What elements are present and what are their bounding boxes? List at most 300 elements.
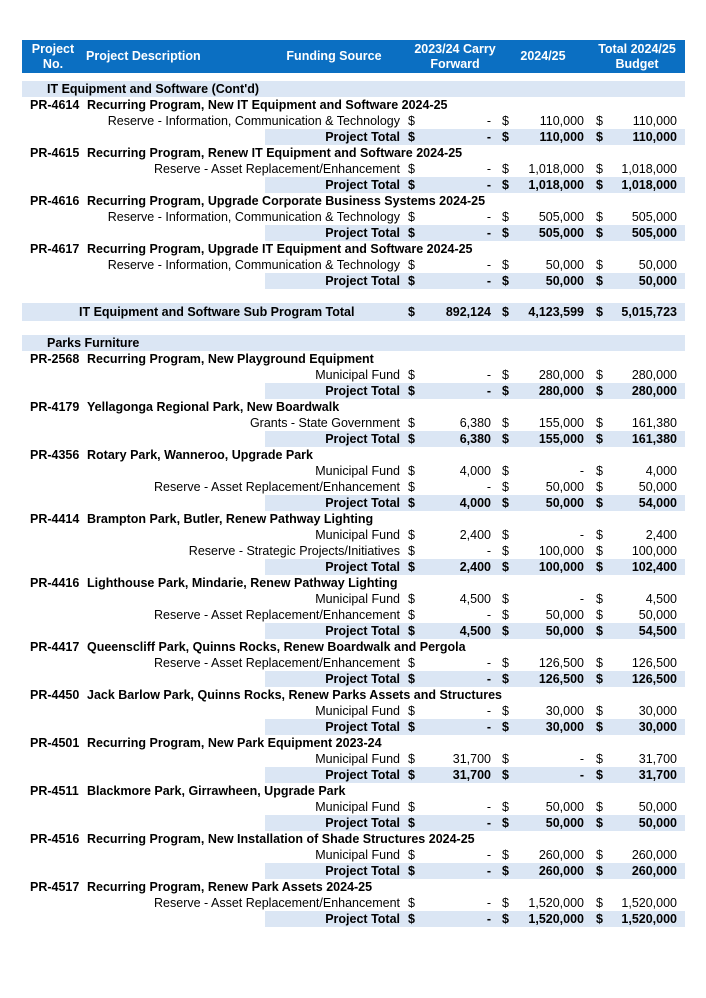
dollar-sign: $	[596, 162, 603, 176]
dollar-sign: $	[408, 226, 415, 240]
year-value: 260,000	[538, 848, 584, 862]
total-value: 1,018,000	[621, 178, 677, 192]
project-description: Recurring Program, New IT Equipment and Software 2024-25	[87, 98, 448, 112]
project-no: PR-4356	[30, 448, 80, 462]
dollar-sign: $	[408, 768, 415, 782]
dollar-sign: $	[408, 864, 415, 878]
project-row	[22, 399, 685, 415]
funding-row	[22, 479, 685, 495]
year-value: 260,000	[538, 864, 584, 878]
section-spacer	[22, 321, 685, 335]
project-total-label: Project Total	[325, 912, 400, 926]
dollar-sign: $	[502, 210, 509, 224]
dollar-sign: $	[502, 720, 509, 734]
carry-forward-value: -	[486, 912, 491, 926]
dollar-sign: $	[408, 432, 415, 446]
dollar-sign: $	[596, 464, 603, 478]
project-total-row	[22, 225, 685, 241]
dollar-sign: $	[596, 226, 603, 240]
total-value: 50,000	[638, 258, 677, 272]
dollar-sign: $	[408, 305, 415, 319]
year-value: 1,018,000	[528, 178, 584, 192]
dollar-sign: $	[502, 130, 509, 144]
year-value: 505,000	[538, 226, 584, 240]
dollar-sign: $	[408, 752, 415, 766]
dollar-sign: $	[502, 800, 509, 814]
project-no: PR-4516	[30, 832, 80, 846]
total-value: 50,000	[638, 480, 677, 494]
carry-forward-value: 4,000	[459, 496, 491, 510]
project-total-label: Project Total	[325, 560, 400, 574]
dollar-sign: $	[502, 416, 509, 430]
dollar-sign: $	[596, 560, 603, 574]
project-total-label: Project Total	[325, 768, 400, 782]
funding-row	[22, 161, 685, 177]
funding-row	[22, 113, 685, 129]
project-no: PR-4511	[30, 784, 79, 798]
total-value: 1,520,000	[621, 896, 677, 910]
total-value: 50,000	[638, 816, 677, 830]
project-total-row	[22, 815, 685, 831]
dollar-sign: $	[502, 816, 509, 830]
funding-row	[22, 543, 685, 559]
carry-forward-value: -	[486, 704, 491, 718]
dollar-sign: $	[596, 384, 603, 398]
project-row	[22, 193, 685, 209]
project-no: PR-4414	[30, 512, 80, 526]
dollar-sign: $	[596, 114, 603, 128]
funding-source: Grants - State Government	[249, 416, 400, 430]
carry-forward-value: -	[486, 226, 491, 240]
funding-row	[22, 257, 685, 273]
year-value: 50,000	[545, 800, 584, 814]
funding-source: Municipal Fund	[315, 464, 400, 478]
dollar-sign: $	[502, 656, 509, 670]
carry-forward-value: -	[486, 210, 491, 224]
total-value: 280,000	[631, 384, 677, 398]
dollar-sign: $	[502, 704, 509, 718]
dollar-sign: $	[408, 672, 415, 686]
total-value: 50,000	[638, 274, 677, 288]
year-value: 100,000	[538, 544, 584, 558]
dollar-sign: $	[596, 896, 603, 910]
section-title-row	[22, 81, 685, 97]
project-no: PR-4179	[30, 400, 80, 414]
dollar-sign: $	[408, 130, 415, 144]
carry-forward-value: 31,700	[452, 768, 491, 782]
carry-forward-value: 4,500	[459, 624, 491, 638]
carry-forward-value: -	[486, 130, 491, 144]
project-total-label: Project Total	[325, 624, 400, 638]
total-value: 100,000	[631, 544, 677, 558]
year-value: 50,000	[545, 608, 584, 622]
funding-row	[22, 209, 685, 225]
total-value: 126,500	[631, 672, 677, 686]
dollar-sign: $	[596, 305, 603, 319]
funding-source: Reserve - Information, Communication & Technology	[107, 258, 400, 272]
dollar-sign: $	[596, 608, 603, 622]
year-value: 50,000	[545, 274, 584, 288]
year-value: 1,520,000	[528, 912, 584, 926]
project-total-label: Project Total	[325, 384, 400, 398]
funding-row	[22, 527, 685, 543]
dollar-sign: $	[408, 416, 415, 430]
project-total-label: Project Total	[325, 496, 400, 510]
dollar-sign: $	[596, 912, 603, 926]
total-value: 2,400	[645, 528, 677, 542]
funding-source: Reserve - Information, Communication & Technology	[107, 210, 400, 224]
dollar-sign: $	[502, 114, 509, 128]
dollar-sign: $	[596, 496, 603, 510]
dollar-sign: $	[502, 226, 509, 240]
funding-source: Reserve - Information, Communication & Technology	[107, 114, 400, 128]
carry-forward-value: -	[486, 896, 491, 910]
total-value: 110,000	[632, 114, 677, 128]
project-total-row	[22, 177, 685, 193]
header-project-no: Project No.	[31, 42, 75, 71]
funding-row	[22, 799, 685, 815]
funding-source: Municipal Fund	[315, 848, 400, 862]
carry-forward-value: 4,500	[459, 592, 491, 606]
dollar-sign: $	[502, 592, 509, 606]
project-row	[22, 639, 685, 655]
dollar-sign: $	[502, 178, 509, 192]
project-description: Recurring Program, New Park Equipment 2023-24	[87, 736, 382, 750]
dollar-sign: $	[596, 416, 603, 430]
year-value: 1,018,000	[528, 162, 584, 176]
dollar-sign: $	[408, 384, 415, 398]
year-value: 280,000	[538, 384, 584, 398]
funding-source: Municipal Fund	[315, 752, 400, 766]
header-description: Project Description	[86, 49, 201, 63]
section-title: IT Equipment and Software (Cont'd)	[47, 82, 259, 96]
project-description: Blackmore Park, Girrawheen, Upgrade Park	[87, 784, 346, 798]
dollar-sign: $	[502, 912, 509, 926]
funding-row	[22, 655, 685, 671]
dollar-sign: $	[502, 162, 509, 176]
header-total-budget: Total 2024/25 Budget	[598, 42, 676, 71]
total-value: 54,500	[638, 624, 677, 638]
dollar-sign: $	[408, 896, 415, 910]
dollar-sign: $	[596, 368, 603, 382]
project-description: Recurring Program, Upgrade Corporate Business Systems 2024-25	[87, 194, 486, 208]
project-no: PR-4416	[30, 576, 80, 590]
project-description: Lighthouse Park, Mindarie, Renew Pathway Lighting	[87, 576, 398, 590]
project-row	[22, 447, 685, 463]
project-no: PR-4450	[30, 688, 80, 702]
funding-row	[22, 415, 685, 431]
year-value: 4,123,599	[528, 305, 584, 319]
year-value: 50,000	[545, 496, 584, 510]
dollar-sign: $	[502, 848, 509, 862]
project-total-label: Project Total	[325, 816, 400, 830]
funding-source: Reserve - Strategic Projects/Initiatives	[188, 544, 400, 558]
total-value: 505,000	[631, 210, 677, 224]
year-value: 50,000	[545, 816, 584, 830]
project-row	[22, 687, 685, 703]
funding-source: Reserve - Asset Replacement/Enhancement	[154, 608, 400, 622]
year-value: 50,000	[545, 480, 584, 494]
year-value: 110,000	[539, 130, 584, 144]
total-value: 31,700	[638, 768, 677, 782]
dollar-sign: $	[502, 368, 509, 382]
funding-source: Municipal Fund	[315, 528, 400, 542]
funding-source: Reserve - Asset Replacement/Enhancement	[154, 656, 400, 670]
dollar-sign: $	[502, 608, 509, 622]
dollar-sign: $	[408, 816, 415, 830]
dollar-sign: $	[408, 848, 415, 862]
dollar-sign: $	[408, 720, 415, 734]
total-value: 30,000	[638, 704, 677, 718]
carry-forward-value: -	[486, 608, 491, 622]
project-total-label: Project Total	[325, 672, 400, 686]
project-total-row	[22, 863, 685, 879]
carry-forward-value: 4,000	[459, 464, 491, 478]
dollar-sign: $	[502, 624, 509, 638]
section-spacer	[22, 73, 685, 81]
year-value: 126,500	[538, 672, 584, 686]
project-no: PR-4417	[30, 640, 80, 654]
subtotal-row	[22, 303, 685, 321]
project-no: PR-4517	[30, 880, 80, 894]
total-value: 31,700	[638, 752, 677, 766]
table-body	[22, 73, 685, 927]
subtotal-spacer	[22, 289, 685, 303]
dollar-sign: $	[408, 656, 415, 670]
project-description: Recurring Program, Renew Park Assets 2024-25	[87, 880, 373, 894]
dollar-sign: $	[502, 864, 509, 878]
year-value: 280,000	[538, 368, 584, 382]
total-value: 50,000	[638, 608, 677, 622]
total-value: 280,000	[631, 368, 677, 382]
carry-forward-value: -	[486, 800, 491, 814]
carry-forward-value: 31,700	[452, 752, 491, 766]
year-value: 126,500	[538, 656, 584, 670]
section-title-row	[22, 335, 685, 351]
total-value: 5,015,723	[621, 305, 677, 319]
year-value: 1,520,000	[528, 896, 584, 910]
dollar-sign: $	[408, 464, 415, 478]
header-funding-source: Funding Source	[286, 49, 382, 63]
project-description: Yellagonga Regional Park, New Boardwalk	[87, 400, 340, 414]
funding-row	[22, 751, 685, 767]
table-header	[22, 40, 685, 73]
year-value: 155,000	[538, 432, 584, 446]
carry-forward-value: -	[486, 274, 491, 288]
project-description: Brampton Park, Butler, Renew Pathway Lighting	[87, 512, 374, 526]
total-value: 4,000	[645, 464, 677, 478]
funding-row	[22, 463, 685, 479]
project-total-row	[22, 431, 685, 447]
project-description: Recurring Program, New Installation of Shade Structures 2024-25	[87, 832, 475, 846]
dollar-sign: $	[596, 768, 603, 782]
carry-forward-value: -	[486, 384, 491, 398]
dollar-sign: $	[502, 672, 509, 686]
dollar-sign: $	[596, 656, 603, 670]
year-value: -	[579, 528, 584, 542]
total-value: 102,400	[631, 560, 677, 574]
year-value: 50,000	[545, 624, 584, 638]
project-total-label: Project Total	[325, 720, 400, 734]
dollar-sign: $	[596, 528, 603, 542]
funding-source: Reserve - Asset Replacement/Enhancement	[154, 896, 400, 910]
dollar-sign: $	[596, 704, 603, 718]
dollar-sign: $	[596, 178, 603, 192]
dollar-sign: $	[502, 258, 509, 272]
total-value: 126,500	[631, 656, 677, 670]
dollar-sign: $	[502, 752, 509, 766]
total-value: 54,000	[638, 496, 677, 510]
dollar-sign: $	[502, 305, 509, 319]
project-total-row	[22, 623, 685, 639]
funding-row	[22, 703, 685, 719]
carry-forward-value: -	[486, 162, 491, 176]
project-description: Recurring Program, Upgrade IT Equipment and Software 2024-25	[87, 242, 473, 256]
dollar-sign: $	[502, 496, 509, 510]
dollar-sign: $	[596, 130, 603, 144]
project-row	[22, 575, 685, 591]
total-value: 1,018,000	[621, 162, 677, 176]
project-row	[22, 351, 685, 367]
carry-forward-value: -	[486, 672, 491, 686]
dollar-sign: $	[408, 528, 415, 542]
carry-forward-value: -	[486, 178, 491, 192]
project-total-label: Project Total	[325, 226, 400, 240]
dollar-sign: $	[408, 624, 415, 638]
project-no: PR-4614	[30, 98, 80, 112]
project-row	[22, 783, 685, 799]
project-total-label: Project Total	[325, 130, 400, 144]
dollar-sign: $	[408, 560, 415, 574]
capital-budget-table	[22, 40, 685, 927]
dollar-sign: $	[596, 752, 603, 766]
funding-source: Municipal Fund	[315, 800, 400, 814]
carry-forward-value: -	[486, 848, 491, 862]
carry-forward-value: 892,124	[445, 305, 491, 319]
year-value: 50,000	[545, 258, 584, 272]
year-value: 100,000	[538, 560, 584, 574]
dollar-sign: $	[596, 864, 603, 878]
funding-row	[22, 607, 685, 623]
carry-forward-value: -	[486, 258, 491, 272]
project-description: Rotary Park, Wanneroo, Upgrade Park	[87, 448, 313, 462]
total-value: 260,000	[631, 848, 677, 862]
funding-row	[22, 367, 685, 383]
project-total-row	[22, 495, 685, 511]
total-value: 260,000	[631, 864, 677, 878]
project-no: PR-2568	[30, 352, 80, 366]
project-total-row	[22, 273, 685, 289]
dollar-sign: $	[596, 816, 603, 830]
project-total-label: Project Total	[325, 178, 400, 192]
dollar-sign: $	[408, 592, 415, 606]
section-title: Parks Furniture	[47, 336, 140, 350]
project-no: PR-4615	[30, 146, 80, 160]
carry-forward-value: -	[486, 544, 491, 558]
dollar-sign: $	[596, 800, 603, 814]
project-total-label: Project Total	[325, 274, 400, 288]
dollar-sign: $	[502, 432, 509, 446]
carry-forward-value: -	[486, 720, 491, 734]
project-row	[22, 735, 685, 751]
dollar-sign: $	[408, 210, 415, 224]
header-carry-forward: 2023/24 Carry Forward	[414, 42, 496, 71]
header-year: 2024/25	[520, 49, 566, 63]
dollar-sign: $	[408, 258, 415, 272]
project-row	[22, 97, 685, 113]
dollar-sign: $	[596, 624, 603, 638]
dollar-sign: $	[596, 592, 603, 606]
project-total-row	[22, 719, 685, 735]
dollar-sign: $	[596, 432, 603, 446]
total-value: 110,000	[632, 130, 677, 144]
carry-forward-value: -	[486, 816, 491, 830]
year-value: -	[579, 464, 584, 478]
dollar-sign: $	[408, 274, 415, 288]
dollar-sign: $	[596, 720, 603, 734]
total-value: 161,380	[631, 432, 677, 446]
dollar-sign: $	[408, 800, 415, 814]
total-value: 505,000	[631, 226, 677, 240]
dollar-sign: $	[502, 464, 509, 478]
project-row	[22, 511, 685, 527]
total-value: 4,500	[645, 592, 677, 606]
dollar-sign: $	[408, 368, 415, 382]
year-value: 110,000	[539, 114, 584, 128]
funding-row	[22, 591, 685, 607]
funding-source: Reserve - Asset Replacement/Enhancement	[154, 162, 400, 176]
dollar-sign: $	[502, 768, 509, 782]
project-total-row	[22, 559, 685, 575]
dollar-sign: $	[408, 544, 415, 558]
project-row	[22, 241, 685, 257]
funding-source: Municipal Fund	[315, 592, 400, 606]
dollar-sign: $	[596, 848, 603, 862]
funding-row	[22, 895, 685, 911]
year-value: 30,000	[545, 720, 584, 734]
project-no: PR-4617	[30, 242, 80, 256]
carry-forward-value: 2,400	[459, 528, 491, 542]
dollar-sign: $	[596, 258, 603, 272]
total-value: 50,000	[638, 800, 677, 814]
dollar-sign: $	[502, 528, 509, 542]
project-total-row	[22, 767, 685, 783]
project-description: Recurring Program, New Playground Equipment	[87, 352, 374, 366]
dollar-sign: $	[408, 608, 415, 622]
dollar-sign: $	[596, 210, 603, 224]
dollar-sign: $	[502, 544, 509, 558]
project-description: Queenscliff Park, Quinns Rocks, Renew Boardwalk and Pergola	[87, 640, 466, 654]
carry-forward-value: -	[486, 864, 491, 878]
carry-forward-value: -	[486, 480, 491, 494]
total-value: 161,380	[631, 416, 677, 430]
subtotal-label: IT Equipment and Software Sub Program Total	[79, 305, 355, 319]
project-total-label: Project Total	[325, 864, 400, 878]
dollar-sign: $	[596, 480, 603, 494]
year-value: -	[579, 752, 584, 766]
dollar-sign: $	[502, 384, 509, 398]
project-row	[22, 145, 685, 161]
funding-source: Municipal Fund	[315, 704, 400, 718]
project-description: Jack Barlow Park, Quinns Rocks, Renew Parks Assets and Structures	[87, 688, 502, 702]
carry-forward-value: -	[486, 368, 491, 382]
dollar-sign: $	[408, 912, 415, 926]
year-value: 30,000	[545, 704, 584, 718]
carry-forward-value: -	[486, 656, 491, 670]
dollar-sign: $	[408, 704, 415, 718]
year-value: 155,000	[538, 416, 584, 430]
dollar-sign: $	[502, 274, 509, 288]
